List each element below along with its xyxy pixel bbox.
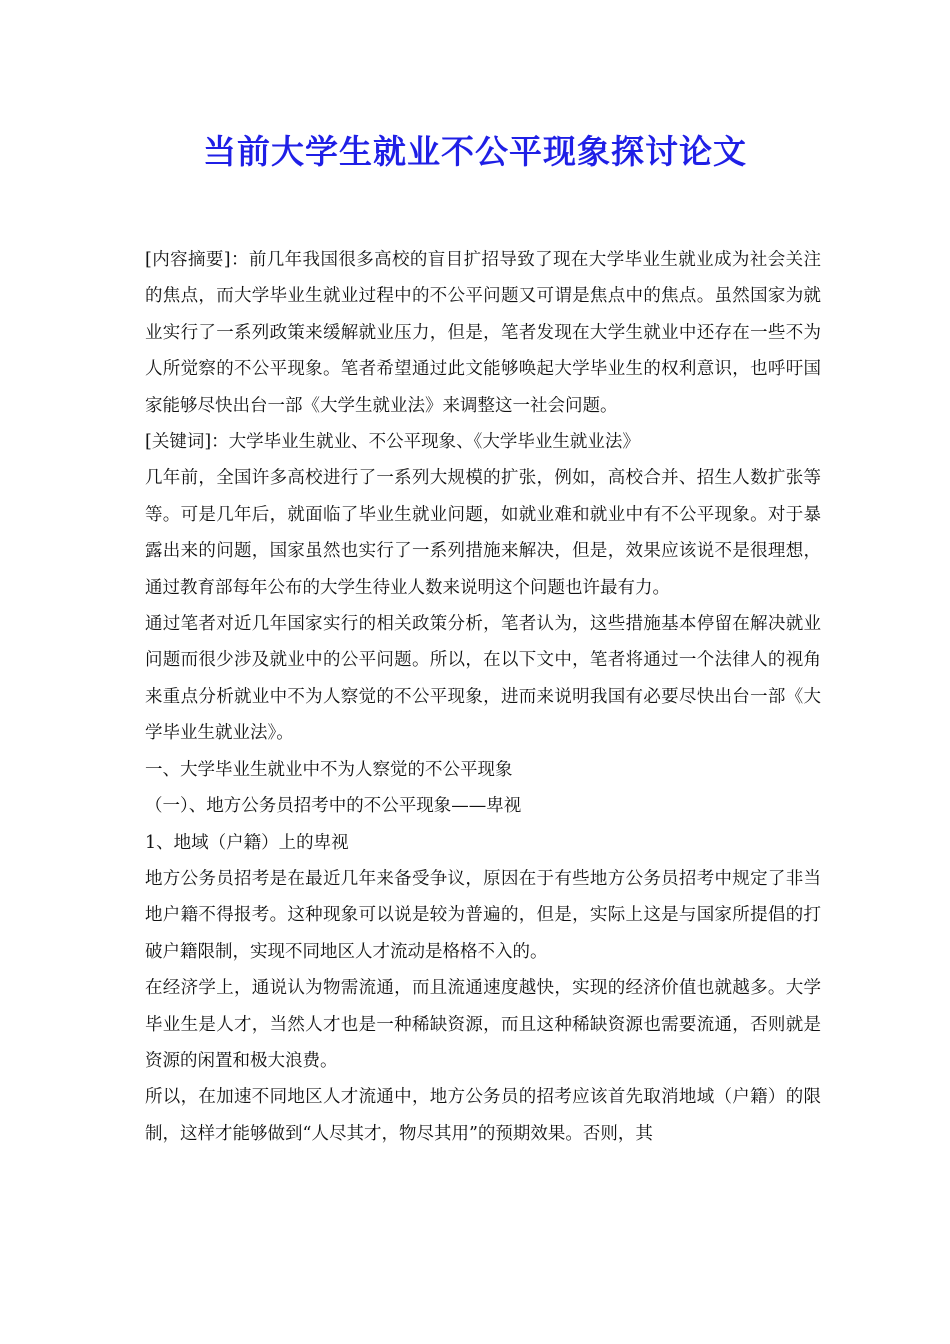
keywords-paragraph: [关键词]：大学毕业生就业、不公平现象、《大学毕业生就业法》 <box>145 432 640 453</box>
subsection-heading: （一）、地方公务员招考中的不公平现象——卑视 <box>145 796 522 817</box>
item-heading: 1、地域（户籍）上的卑视 <box>145 832 349 853</box>
document-body <box>145 242 821 1152</box>
document-title: 当前大学生就业不公平现象探讨论文 <box>203 132 747 171</box>
abstract-paragraph: [内容摘要]：前几年我国很多高校的盲目扩招导致了现在大学毕业生就业成为社会关注的焦点，而大学毕业生就业过程中的不公平问题又可谓是焦点中的焦点。虽然国家为就业实行了一系列政策来缓解就业压力，但是，笔者发现在大学生就业中还存在一些不为人所觉察的不公平现象。笔者希望通过此文能够唤起大学毕业生的权利意识，也呼吁国家能够尽快出台一部《大学生就业法》来调整这一社会问题。 <box>145 250 821 416</box>
body-paragraph: 通过笔者对近几年国家实行的相关政策分析，笔者认为，这些措施基本停留在解决就业问题而很少涉及就业中的公平问题。所以，在以下文中，笔者将通过一个法律人的视角来重点分析就业中不为人察觉的不公平现象，进而来说明我国有必要尽快出台一部《大学毕业生就业法》。 <box>145 614 821 744</box>
body-paragraph: 地方公务员招考是在最近几年来备受争议，原因在于有些地方公务员招考中规定了非当地户籍不得报考。这种现象可以说是较为普遍的，但是，实际上这是与国家所提倡的打破户籍限制，实现不同地区人才流动是格格不入的。 <box>145 868 821 962</box>
body-paragraph: 在经济学上，通说认为物需流通，而且流通速度越快，实现的经济价值也就越多。大学毕业生是人才，当然人才也是一种稀缺资源，而且这种稀缺资源也需要流通，否则就是资源的闲置和极大浪费。 <box>145 978 821 1071</box>
body-paragraph: 几年前，全国许多高校进行了一系列大规模的扩张，例如，高校合并、招生人数扩张等等。可是几年后，就面临了毕业生就业问题，如就业难和就业中有不公平现象。对于暴露出来的问题，国家虽然也实行了一系列措施来解决，但是，效果应该说不是很理想，通过教育部每年公布的大学生待业人数来说明这个问题也许最有力。 <box>145 468 821 598</box>
body-paragraph: 所以，在加速不同地区人才流通中，地方公务员的招考应该首先取消地域（户籍）的限制，这样才能够做到“人尽其才，物尽其用”的预期效果。否则，其 <box>145 1087 821 1144</box>
section-heading: 一、大学毕业生就业中不为人察觉的不公平现象 <box>145 759 513 780</box>
